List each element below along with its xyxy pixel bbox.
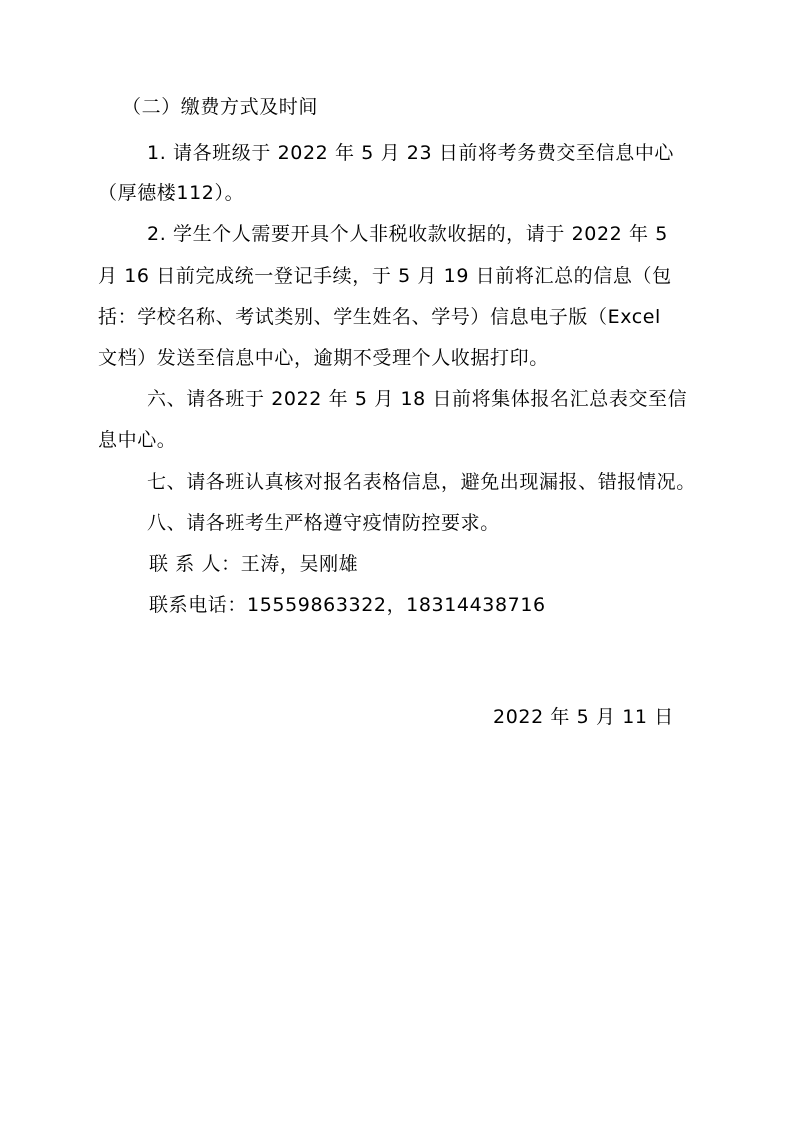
paragraph-section-6: 六、请各班于 2022 年 5 月 18 日前将集体报名汇总表交至信 [147, 388, 688, 410]
paragraph-item-2-cont-3: 文档）发送至信息中心，逾期不受理个人收据打印。 [98, 347, 549, 369]
paragraph-section-7: 七、请各班认真核对报名表格信息，避免出现漏报、错报情况。 [147, 471, 696, 493]
paragraph-section-6-cont: 息中心。 [98, 429, 177, 451]
paragraph-item-1: 1. 请各班级于 2022 年 5 月 23 日前将考务费交至信息中心 [147, 142, 675, 164]
paragraph-item-2-cont-2: 括：学校名称、考试类别、学生姓名、学号）信息电子版（Excel [98, 306, 661, 328]
contact-phones: 联系电话：15559863322，18314438716 [149, 594, 546, 616]
section-heading-payment: （二）缴费方式及时间 [122, 96, 319, 118]
paragraph-item-1-cont: （厚德楼112）。 [98, 182, 245, 204]
paragraph-item-2: 2. 学生个人需要开具个人非税收款收据的，请于 2022 年 5 [147, 223, 668, 245]
contact-persons: 联 系 人：王涛，吴刚雄 [149, 553, 359, 575]
paragraph-item-2-cont-1: 月 16 日前完成统一登记手续，于 5 月 19 日前将汇总的信息（包 [98, 265, 672, 287]
document-date: 2022 年 5 月 11 日 [493, 706, 674, 728]
paragraph-section-8: 八、请各班考生严格遵守疫情防控要求。 [147, 512, 500, 534]
